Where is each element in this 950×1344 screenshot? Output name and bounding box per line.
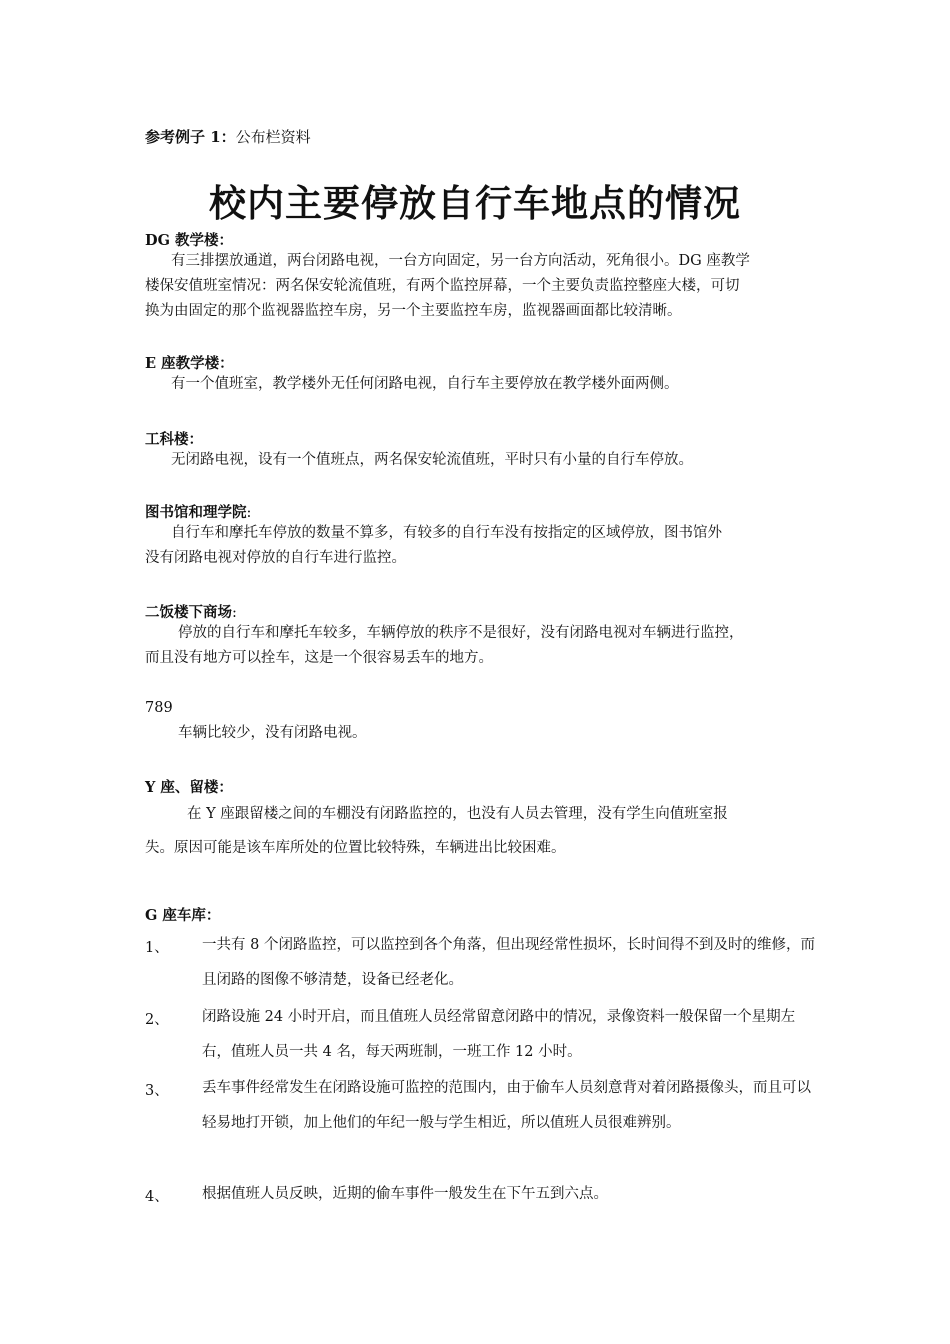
paragraph-line: 有三排摆放通道，两台闭路电视，一台方向固定，另一台方向活动，死角很小。DG 座教学: [171, 253, 750, 269]
paragraph-line: 车辆比较少，没有闭路电视。: [178, 725, 367, 741]
section-heading-dg: DG 教学楼：: [145, 232, 234, 249]
section-heading-engineering: 工科楼：: [145, 431, 203, 448]
list-number: 1、: [145, 940, 169, 956]
section-heading-mall: [145, 601, 237, 622]
heading-suffix: :: [232, 605, 237, 621]
section-body-engineering: [171, 448, 693, 473]
paragraph-line: 有一个值班室，教学楼外无任何闭路电视，自行车主要停放在教学楼外面两侧。: [171, 376, 679, 392]
list-number: 3、: [145, 1083, 169, 1099]
document-title: 校内主要停放自行车地点的情况: [209, 182, 741, 225]
reference-line: [145, 126, 311, 147]
section-body-mall: [145, 621, 835, 671]
paragraph-line: 在 Y 座跟留楼之间的车棚没有闭路监控的，也没有人员去管理，没有学生向值班室报: [187, 806, 728, 822]
list-item-text: 闭路设施 24 小时开启，而且值班人员经常留意闭路中的情况，录像资料一般保留一个星期左右，值班人员一共 4 名，每天两班制，一班工作 12 小时。: [202, 1009, 796, 1060]
section-heading-library: [145, 501, 251, 522]
section-heading-g: G 座车库：: [145, 907, 221, 924]
paragraph-line: 而且没有地方可以拴车，这是一个很容易丢车的地方。: [145, 650, 493, 666]
reference-text: 公布栏资料: [235, 128, 311, 146]
section-body-y: [145, 797, 825, 865]
paragraph-line: 没有闭路电视对停放的自行车进行监控。: [145, 550, 406, 566]
paragraph-line: 失。原因可能是该车库所处的位置比较特殊，车辆进出比较困难。: [145, 840, 566, 856]
list-item-text: 丢车事件经常发生在闭路设施可监控的范围内，由于偷车人员刻意背对着闭路摄像头，而且可以轻易地打开锁，加上他们的年纪一般与学生相近，所以值班人员很难辨别。: [202, 1080, 811, 1131]
section-heading-789: 789: [145, 700, 173, 716]
section-body-dg: [145, 249, 825, 324]
section-heading-y: Y 座、留楼：: [145, 779, 233, 796]
list-number: 4、: [145, 1189, 169, 1205]
list-number: 2、: [145, 1012, 169, 1028]
paragraph-line: 停放的自行车和摩托车较多，车辆停放的秩序不是很好，没有闭路电视对车辆进行监控，: [178, 625, 744, 641]
reference-label: 参考例子 1：: [145, 128, 236, 146]
paragraph-line: 换为由固定的那个监视器监控车房，另一个主要监控车房，监视器画面都比较清晰。: [145, 303, 682, 319]
section-body-789: [178, 721, 367, 746]
heading-text: 二饭楼下商场: [145, 604, 232, 621]
paragraph-line: 无闭路电视，设有一个值班点，两名保安轮流值班，平时只有小量的自行车停放。: [171, 452, 693, 468]
heading-suffix: :: [246, 505, 252, 521]
list-item-text: 一共有 8 个闭路监控，可以监控到各个角落，但出现经常性损坏，长时间得不到及时的维修，而且闭路的图像不够清楚，设备已经老化。: [202, 937, 815, 988]
section-heading-e: E 座教学楼：: [145, 355, 234, 372]
paragraph-line: 自行车和摩托车停放的数量不算多，有较多的自行车没有按指定的区域停放，图书馆外: [171, 525, 722, 541]
section-body-library: [145, 521, 825, 571]
list-item-text: 根据值班人员反映，近期的偷车事件一般发生在下午五到六点。: [202, 1186, 608, 1202]
heading-text: 图书馆和理学院: [145, 504, 247, 521]
section-body-e: [171, 372, 679, 397]
paragraph-line: 楼保安值班室情况：两名保安轮流值班，有两个监控屏幕，一个主要负责监控整座大楼，可切: [145, 278, 740, 294]
